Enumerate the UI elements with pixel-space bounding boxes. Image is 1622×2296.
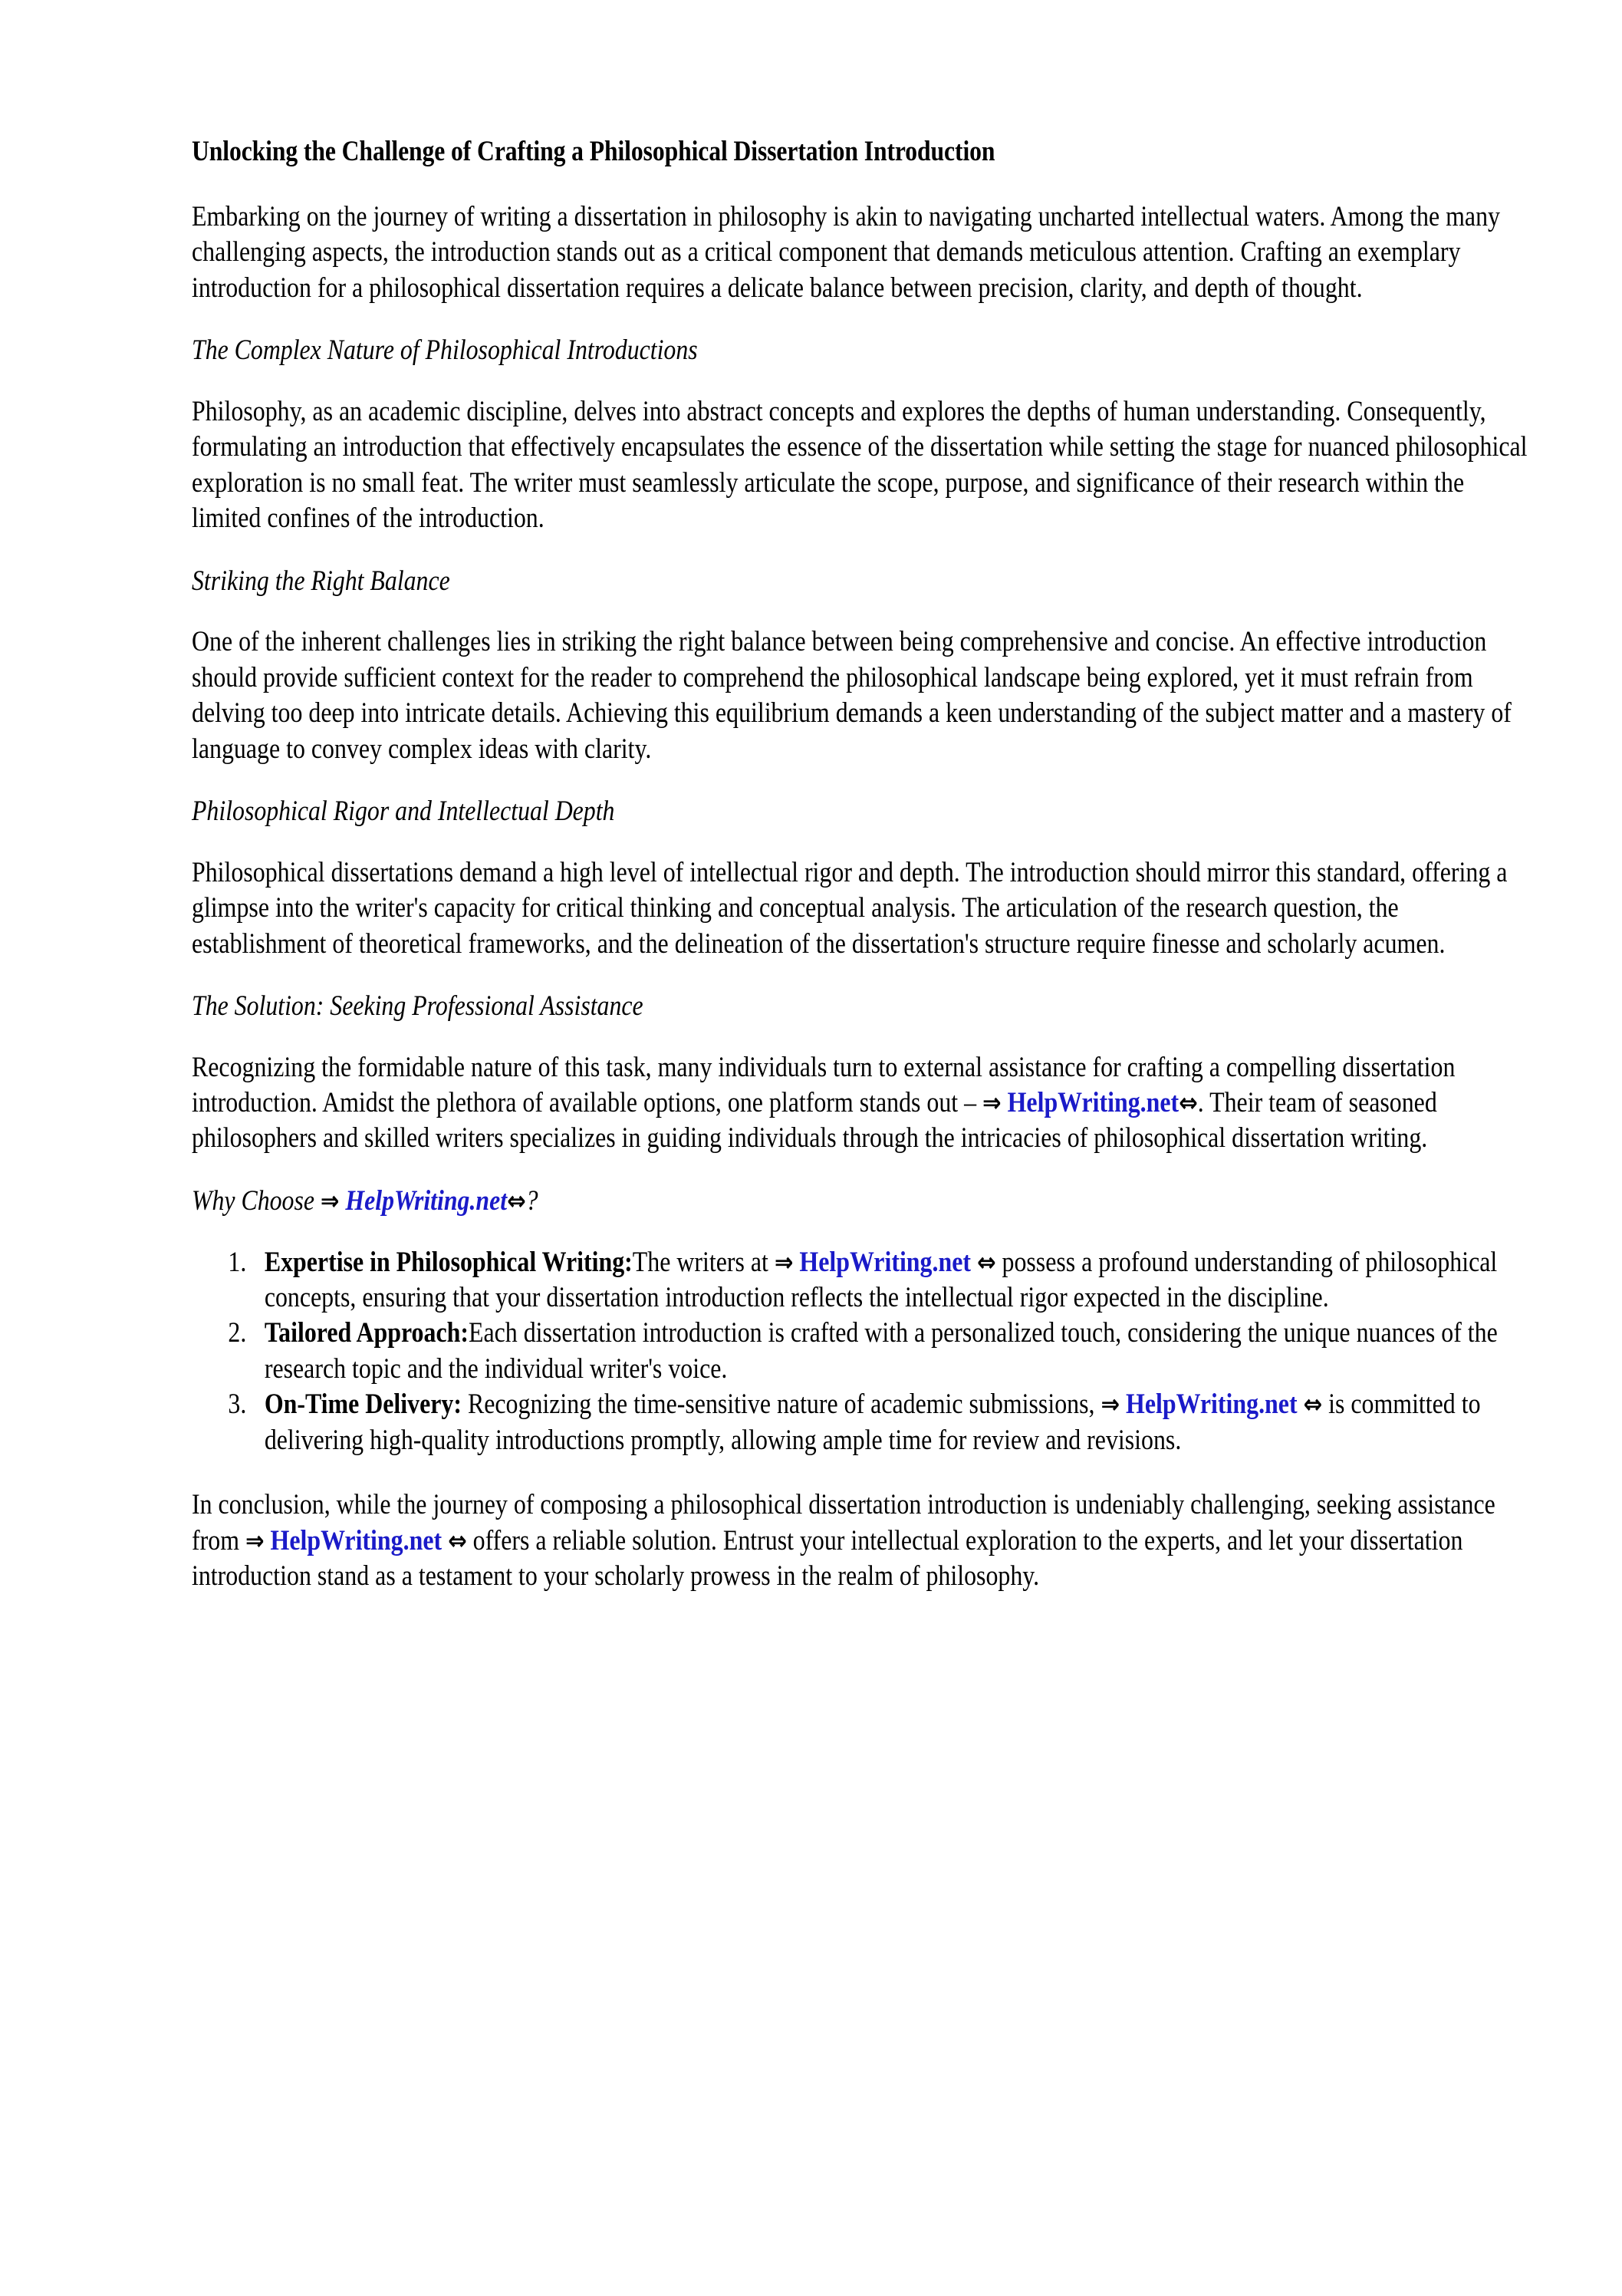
benefit-lead-expertise: Expertise in Philosophical Writing: <box>264 1246 633 1278</box>
arrow-left-right-double-icon: ⇔ <box>1179 1088 1198 1119</box>
section-heading-why-choose <box>192 1186 1530 1217</box>
space <box>339 1185 345 1217</box>
arrow-right-double-icon: ⇒ <box>1101 1389 1120 1421</box>
benefit-text-expertise-1: The writers at <box>632 1246 775 1278</box>
arrow-right-double-icon: ⇒ <box>320 1185 340 1217</box>
space <box>1298 1388 1304 1420</box>
benefits-list <box>192 1245 1530 1459</box>
helpwriting-link[interactable]: HelpWriting.net <box>799 1246 971 1278</box>
benefit-lead-ontime: On-Time Delivery: <box>264 1388 462 1421</box>
helpwriting-link[interactable]: HelpWriting.net <box>345 1184 508 1217</box>
benefit-lead-tailored: Tailored Approach: <box>264 1317 469 1349</box>
arrow-left-right-double-icon: ⇔ <box>448 1525 467 1556</box>
helpwriting-link[interactable]: HelpWriting.net <box>1126 1388 1298 1421</box>
arrow-right-double-icon: ⇒ <box>982 1088 1002 1119</box>
arrow-right-double-icon: ⇒ <box>774 1247 794 1278</box>
conclusion-text-after: offers a reliable solution. Entrust your intellectual exploration to the experts, and let your dissertation introduction stand as a testament to your scholarly prowess in the realm of philosophy. <box>192 1524 1463 1592</box>
space <box>265 1525 271 1556</box>
conclusion-paragraph <box>192 1487 1530 1594</box>
document-body <box>192 137 1530 1594</box>
section-paragraph-rigor-depth: Philosophical dissertations demand a high level of intellectual rigor and depth. The introduction should mirror this standard, offering a glimpse into the writer's capacity for critical thinking and conceptual analysis. The articulation of the research question, the establishment of theoretical frameworks, and the delineation of the dissertation's structure require finesse and scholarly acumen. <box>192 856 1508 960</box>
solution-paragraph <box>192 1050 1530 1157</box>
section-paragraph-striking-balance: One of the inherent challenges lies in striking the right balance between being comprehensive and concise. An effective introduction should provide sufficient context for the reader to comprehend the philosophical landscape being explored, yet it must refrain from delving too deep into intricate details. Achieving this equilibrium demands a keen understanding of the subject matter and a mastery of language to convey complex ideas with clarity. <box>192 626 1512 765</box>
space <box>442 1525 448 1556</box>
section-heading-complex-nature: The Complex Nature of Philosophical Introductions <box>192 334 698 367</box>
helpwriting-link[interactable]: HelpWriting.net <box>270 1524 443 1556</box>
page-title: Unlocking the Challenge of Crafting a Philosophical Dissertation Introduction <box>192 136 995 167</box>
space <box>1002 1087 1008 1118</box>
solution-text-after: . Their team of seasoned philosophers and skilled writers specializes in guiding individuals through the intricacies of philosophical dissertation writing. <box>192 1087 1437 1155</box>
list-item <box>252 1245 1530 1316</box>
list-item <box>252 1316 1530 1387</box>
space <box>971 1247 977 1278</box>
list-item <box>252 1387 1530 1458</box>
arrow-left-right-double-icon: ⇔ <box>976 1247 996 1278</box>
why-choose-prefix: Why Choose <box>192 1184 321 1217</box>
section-heading-solution: The Solution: Seeking Professional Assistance <box>192 990 643 1022</box>
section-paragraph-complex-nature: Philosophy, as an academic discipline, delves into abstract concepts and explores the depths of human understanding. Consequently, formulating an introduction that effectively encapsulates the essence of the dissertation while setting the stage for nuanced philosophical exploration is no small feat. The writer must seamlessly articulate the scope, purpose, and significance of their research within the limited confines of the introduction. <box>192 395 1528 535</box>
solution-text-before: Recognizing the formidable nature of this task, many individuals turn to external assistance for crafting a compelling dissertation introduction. Amidst the plethora of available options, one platform stands out – <box>192 1051 1456 1119</box>
benefit-text-expertise-2: possess a profound understanding of philosophical concepts, ensuring that your dissertation introduction reflects the intellectual rigor expected in the discipline. <box>264 1246 1498 1313</box>
arrow-left-right-double-icon: ⇔ <box>507 1185 526 1217</box>
intro-paragraph: Embarking on the journey of writing a dissertation in philosophy is akin to navigating uncharted intellectual waters. Among the many challenging aspects, the introduction stands out as a critical component that demands meticulous attention. Crafting an exemplary introduction for a philosophical dissertation requires a delicate balance between precision, clarity, and depth of thought. <box>192 200 1500 304</box>
conclusion-text-before: In conclusion, while the journey of composing a philosophical dissertation introduction is undeniably challenging, seeking assistance from <box>192 1489 1495 1556</box>
benefit-text-ontime-1: Recognizing the time-sensitive nature of academic submissions, <box>461 1388 1101 1421</box>
why-choose-suffix: ? <box>525 1184 538 1217</box>
arrow-left-right-double-icon: ⇔ <box>1303 1389 1323 1421</box>
helpwriting-link[interactable]: HelpWriting.net <box>1007 1087 1179 1119</box>
benefit-text-ontime-2: is committed to delivering high-quality introductions promptly, allowing ample time for review and revisions. <box>264 1388 1481 1456</box>
section-heading-striking-balance: Striking the Right Balance <box>192 565 450 597</box>
benefit-text-tailored-1: Each dissertation introduction is crafted with a personalized touch, considering the unique nuances of the research topic and the individual writer's voice. <box>264 1317 1498 1385</box>
arrow-right-double-icon: ⇒ <box>245 1525 265 1556</box>
space <box>1120 1388 1126 1420</box>
section-heading-rigor-depth: Philosophical Rigor and Intellectual Depth <box>192 795 615 827</box>
